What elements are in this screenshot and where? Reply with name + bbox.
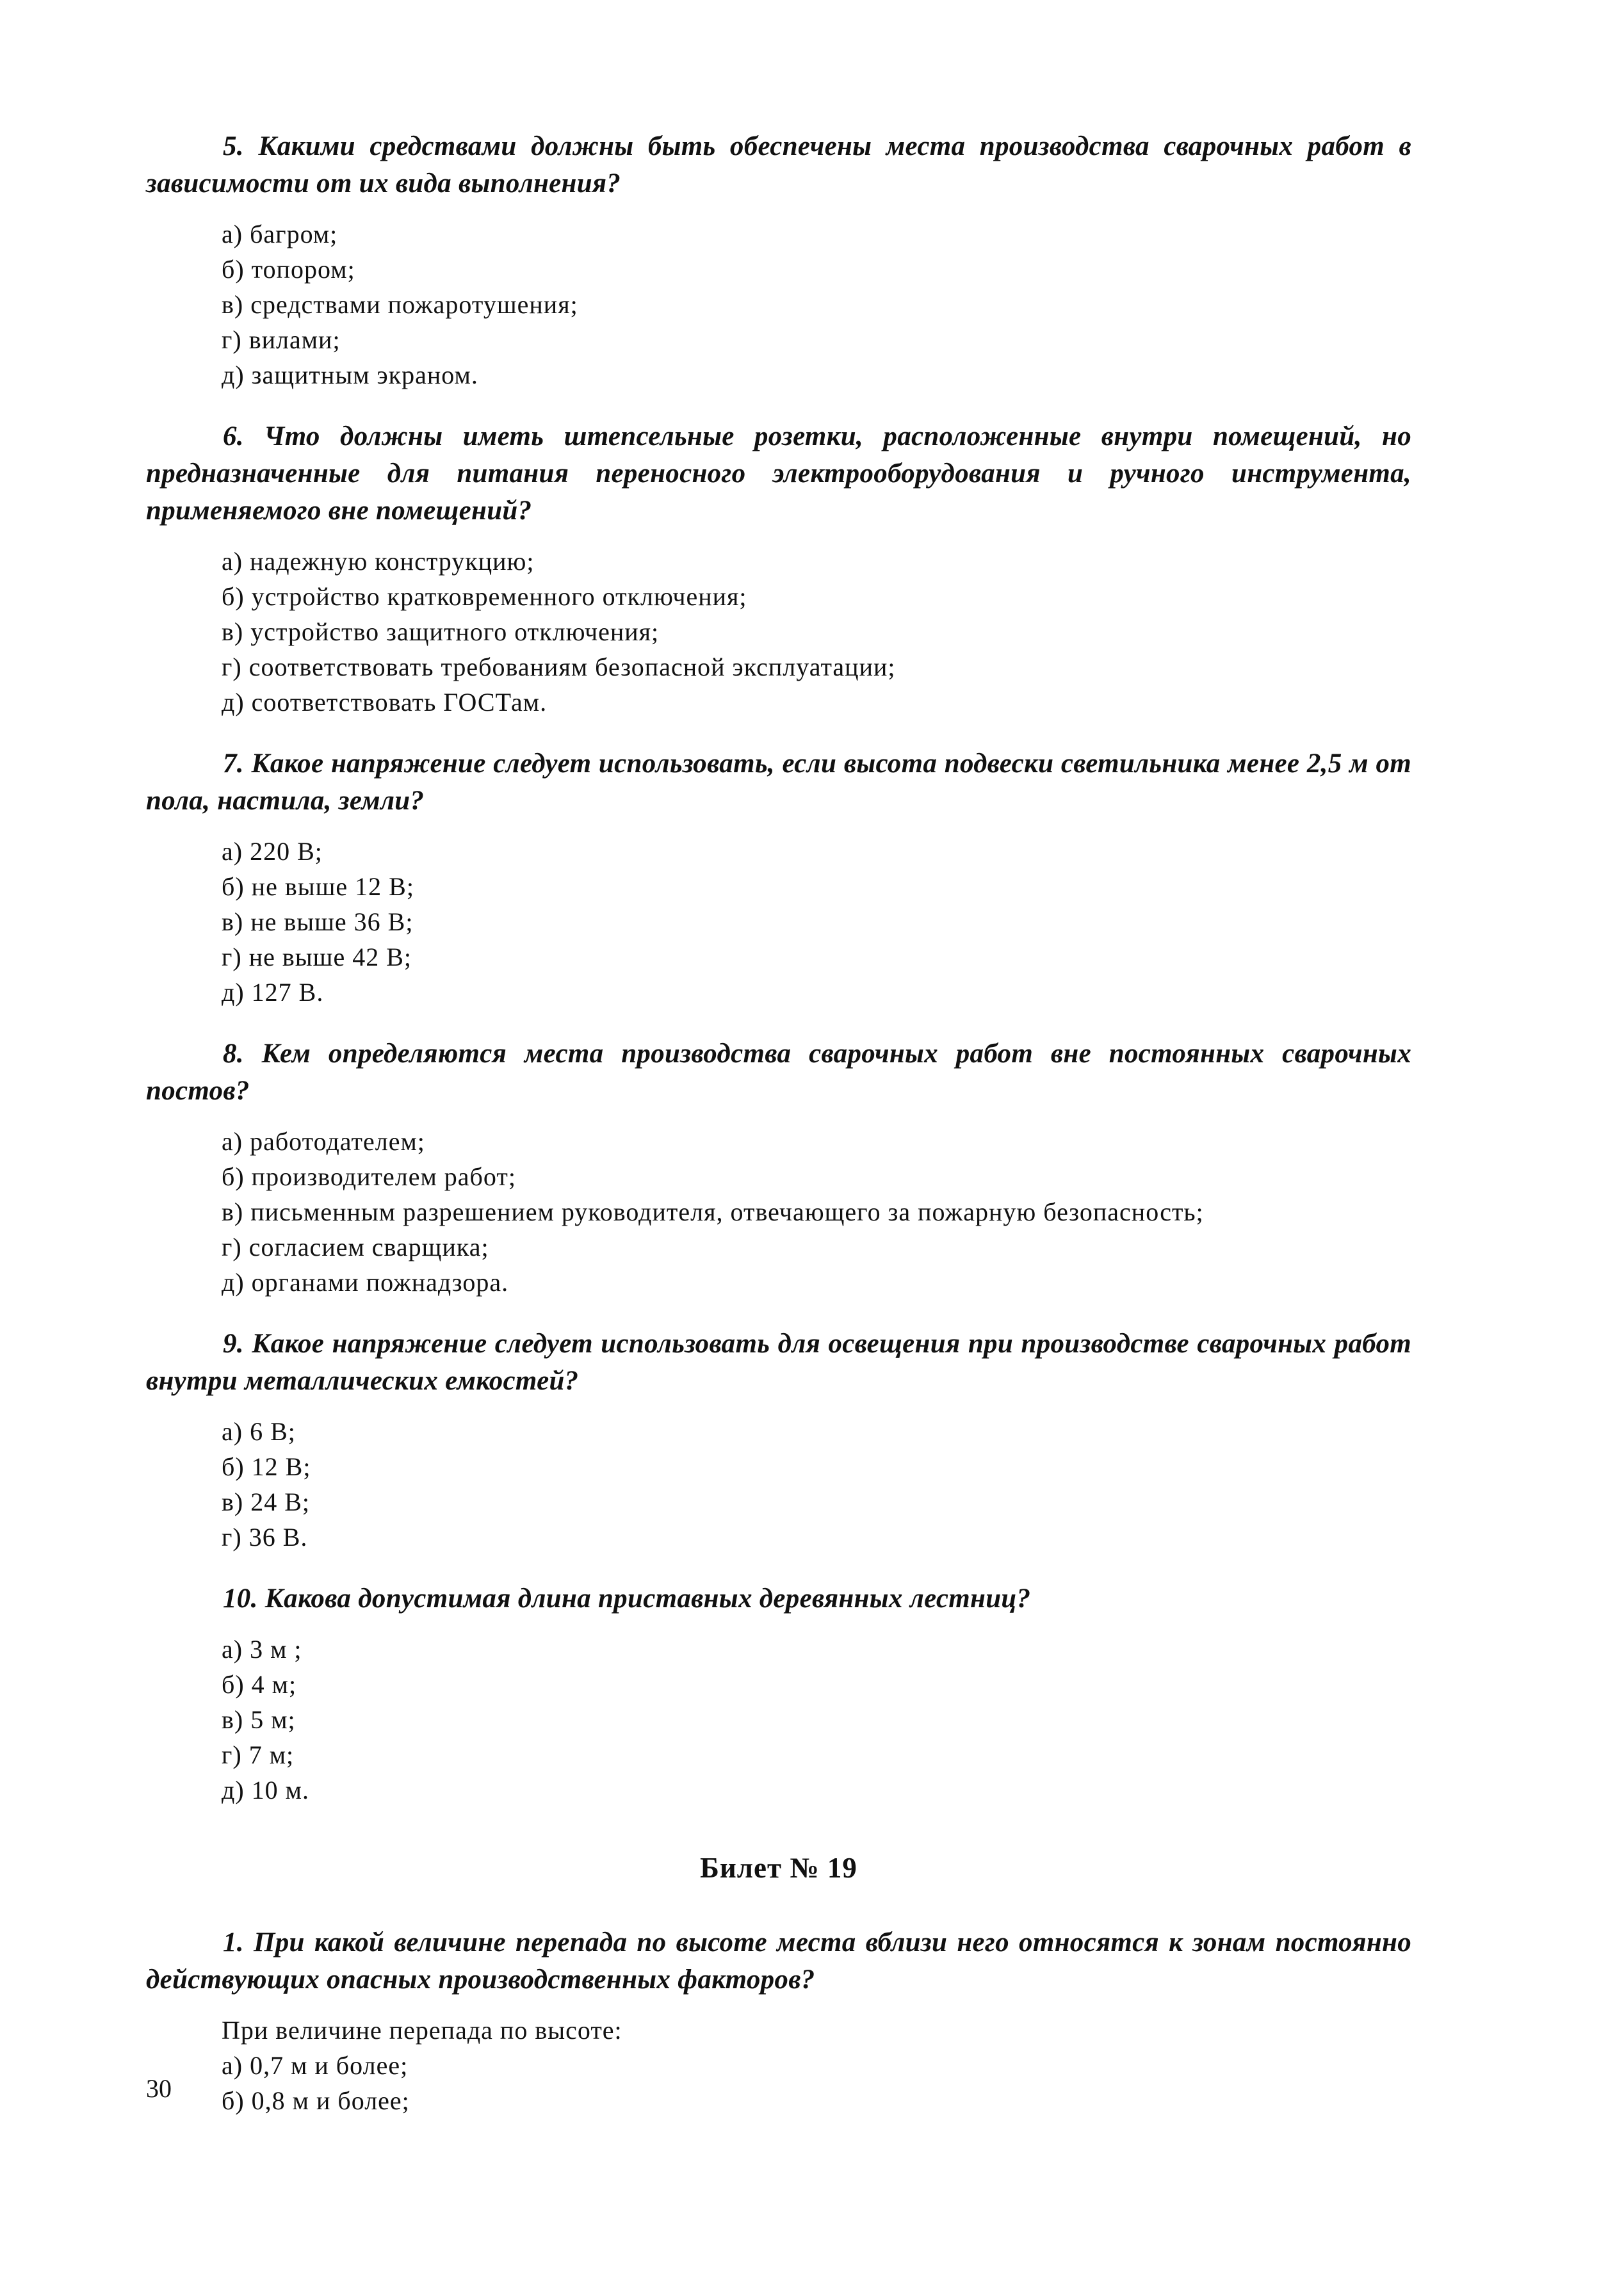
answer-list — [146, 216, 1411, 393]
answer-option: а) 0,7 м и более; — [222, 2051, 409, 2080]
page-number: 30 — [146, 2074, 172, 2103]
question-text: 1. При какой величине перепада по высоте места вблизи него относятся к зонам постоянно действующих опасных производственных факторов? — [146, 1927, 1411, 1995]
answer-list — [146, 834, 1411, 1010]
answer-option: г) 36 В. — [222, 1523, 308, 1552]
question-10 — [146, 1580, 1411, 1808]
question-8 — [146, 1035, 1411, 1300]
answer-option: д) защитным экраном. — [222, 361, 478, 389]
answer-option: г) вилами; — [222, 325, 341, 354]
answer-option: а) надежную конструкцию; — [222, 547, 535, 576]
answer-list — [146, 1414, 1411, 1555]
question-6 — [146, 418, 1411, 720]
answer-option: а) багром; — [222, 220, 338, 248]
answer-option: г) согласием сварщика; — [222, 1233, 489, 1261]
page-content — [146, 128, 1411, 2144]
ticket-19-question-1 — [146, 1924, 1411, 2118]
answer-option: б) устройство кратковременного отключения; — [222, 582, 747, 611]
answer-option: д) соответствовать ГОСТам. — [222, 688, 548, 717]
answer-option: б) производителем работ; — [222, 1162, 516, 1191]
question-text: 8. Кем определяются места производства сварочных работ вне постоянных сварочных постов? — [146, 1039, 1411, 1106]
answer-option: в) не выше 36 В; — [222, 907, 414, 936]
answer-list — [146, 1124, 1411, 1300]
answer-intro: При величине перепада по высоте: — [222, 2016, 622, 2045]
question-text: 9. Какое напряжение следует использовать для освещения при производстве сварочных работ внутри металлических емкостей? — [146, 1329, 1411, 1396]
answer-list — [146, 2048, 1411, 2118]
answer-option: в) письменным разрешением руководителя, отвечающего за пожарную безопасность; — [222, 1197, 1204, 1226]
answer-option: д) органами пожнадзора. — [222, 1268, 509, 1297]
answer-list — [146, 544, 1411, 720]
question-text: 10. Какова допустимая длина приставных деревянных лестниц? — [223, 1584, 1031, 1614]
question-text: 6. Что должны иметь штепсельные розетки, расположенные внутри помещений, но предназначенные для питания переносного электрооборудования и ручного инструмента, применяемого вне помещений? — [146, 421, 1411, 526]
question-text: 7. Какое напряжение следует использовать, если высота подвески светильника менее 2,5 м от пола, настила, земли? — [146, 749, 1411, 816]
question-text: 5. Какими средствами должны быть обеспечены места производства сварочных работ в зависимости от их вида выполнения? — [146, 131, 1411, 199]
answer-option: г) соответствовать требованиям безопасной эксплуатации; — [222, 653, 896, 681]
answer-list — [146, 1632, 1411, 1808]
answer-option: в) 5 м; — [222, 1705, 296, 1734]
answer-option: в) 24 В; — [222, 1488, 310, 1516]
answer-option: б) 0,8 м и более; — [222, 2086, 410, 2115]
question-9 — [146, 1326, 1411, 1555]
question-5 — [146, 128, 1411, 393]
answer-option: г) 7 м; — [222, 1740, 295, 1769]
answer-option: б) не выше 12 В; — [222, 872, 414, 901]
ticket-title: Билет № 19 — [700, 1852, 857, 1884]
answer-option: в) средствами пожаротушения; — [222, 290, 578, 319]
answer-option: б) 4 м; — [222, 1670, 297, 1699]
answer-option: д) 10 м. — [222, 1776, 309, 1804]
answer-option: г) не выше 42 В; — [222, 943, 412, 971]
answer-option: в) устройство защитного отключения; — [222, 617, 660, 646]
answer-option: а) 3 м ; — [222, 1635, 302, 1664]
answer-option: б) топором; — [222, 255, 355, 284]
question-7 — [146, 745, 1411, 1010]
answer-option: а) 220 В; — [222, 837, 323, 866]
answer-option: д) 127 В. — [222, 978, 324, 1007]
answer-option: а) 6 В; — [222, 1417, 296, 1446]
answer-option: а) работодателем; — [222, 1127, 425, 1156]
answer-option: б) 12 В; — [222, 1452, 311, 1481]
